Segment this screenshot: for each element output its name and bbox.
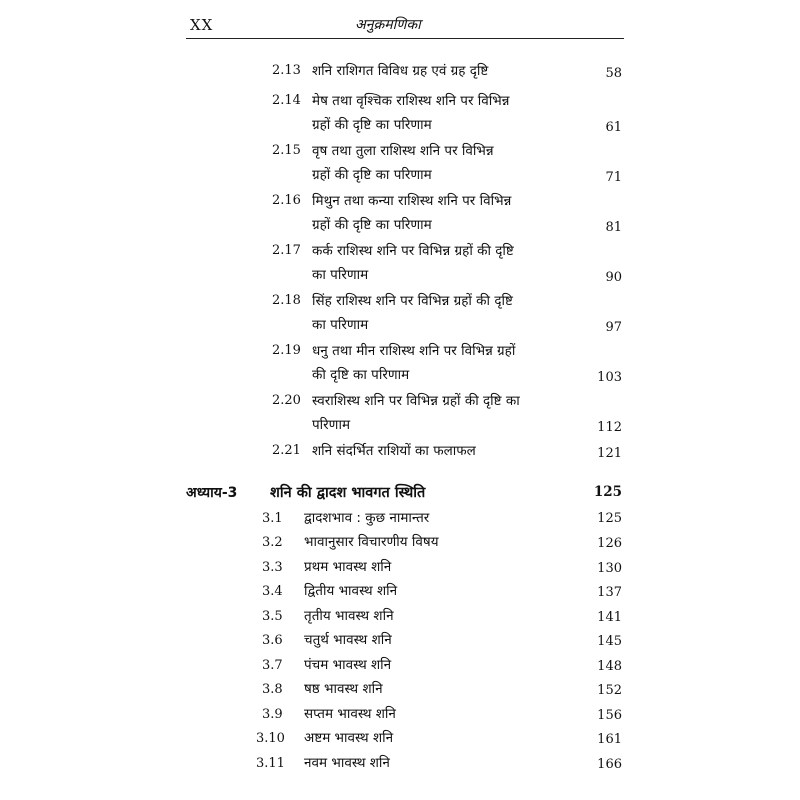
entry-number: 2.19 [272,343,301,358]
entry-title: प्रथम भावस्थ शनि [304,559,392,575]
entry-title: तृतीय भावस्थ शनि [304,608,394,624]
entry-number: 3.9 [262,707,283,722]
header-rule [186,38,624,39]
page-number-label: XX [190,16,214,34]
entry-page: 71 [605,170,622,185]
entry-page: 166 [597,757,622,772]
entry-page: 156 [597,708,622,723]
entry-page: 145 [597,634,622,649]
entry-page: 58 [605,66,622,81]
entry-page: 137 [597,585,622,600]
entry-title-line: सिंह राशिस्थ शनि पर विभिन्न ग्रहों की दृष्टि [312,293,513,309]
entry-title-line: शनि राशिगत विविध ग्रह एवं ग्रह दृष्टि [312,63,489,79]
entry-page: 141 [597,610,622,625]
entry-title: षष्ठ भावस्थ शनि [304,681,383,697]
entry-page: 61 [605,120,622,135]
entry-title: नवम भावस्थ शनि [304,755,390,771]
entry-page: 130 [597,561,622,576]
entry-title: द्वितीय भावस्थ शनि [304,583,398,599]
entry-title-line: मेष तथा वृश्चिक राशिस्थ शनि पर विभिन्न [312,93,510,109]
entry-number: 2.14 [272,93,301,108]
entry-title-line: वृष तथा तुला राशिस्थ शनि पर विभिन्न [312,143,494,159]
entry-number: 2.16 [272,193,301,208]
entry-number: 2.21 [272,443,301,458]
entry-title-line: स्वराशिस्थ शनि पर विभिन्न ग्रहों की दृष्टि का [312,393,520,409]
entry-title-line: कर्क राशिस्थ शनि पर विभिन्न ग्रहों की दृष्टि [312,243,514,259]
entry-page: 97 [605,320,622,335]
entry-number: 3.4 [262,584,283,599]
entry-page: 125 [597,511,622,526]
entry-number: 3.11 [256,756,285,771]
entry-title-line: शनि संदर्भित राशियों का फलाफल [312,443,476,459]
entry-number: 2.13 [272,63,301,78]
entry-title-line: ग्रहों की दृष्टि का परिणाम [312,117,432,133]
entry-number: 3.8 [262,682,283,697]
entry-page: 81 [605,220,622,235]
chapter-page: 125 [593,484,622,500]
entry-number: 3.7 [262,658,283,673]
entry-title: द्वादशभाव : कुछ नामान्तर [304,510,430,526]
entry-page: 148 [597,659,622,674]
page-title: अनुक्रमणिका [355,17,421,33]
entry-page: 152 [597,683,622,698]
entry-title: चतुर्थ भावस्थ शनि [304,632,392,648]
entry-title: अष्टम भावस्थ शनि [304,730,394,746]
entry-number: 2.18 [272,293,301,308]
entry-title: पंचम भावस्थ शनि [304,657,392,673]
entry-title-line: धनु तथा मीन राशिस्थ शनि पर विभिन्न ग्रहों [312,343,516,359]
entry-title-line: का परिणाम [312,317,369,333]
entry-page: 126 [597,536,622,551]
entry-number: 2.15 [272,143,301,158]
entry-number: 2.17 [272,243,301,258]
entry-number: 2.20 [272,393,301,408]
entry-number: 3.5 [262,609,283,624]
entry-title-line: मिथुन तथा कन्या राशिस्थ शनि पर विभिन्न [312,193,512,209]
entry-page: 121 [597,446,622,461]
entry-number: 3.3 [262,560,283,575]
chapter-title: शनि की द्वादश भावगत स्थिति [270,485,426,501]
entry-title-line: की दृष्टि का परिणाम [312,367,410,383]
entry-page: 103 [597,370,622,385]
entry-title: भावानुसार विचारणीय विषय [304,534,439,550]
entry-number: 3.2 [262,535,283,550]
entry-title-line: का परिणाम [312,267,369,283]
entry-page: 112 [597,420,622,435]
entry-page: 161 [597,732,622,747]
entry-page: 90 [605,270,622,285]
entry-title-line: ग्रहों की दृष्टि का परिणाम [312,217,432,233]
entry-number: 3.10 [256,731,285,746]
entry-title: सप्तम भावस्थ शनि [304,706,396,722]
chapter-label: अध्याय-3 [186,485,238,501]
entry-title-line: ग्रहों की दृष्टि का परिणाम [312,167,432,183]
entry-number: 3.6 [262,633,283,648]
entry-title-line: परिणाम [312,417,351,433]
entry-number: 3.1 [262,511,283,526]
